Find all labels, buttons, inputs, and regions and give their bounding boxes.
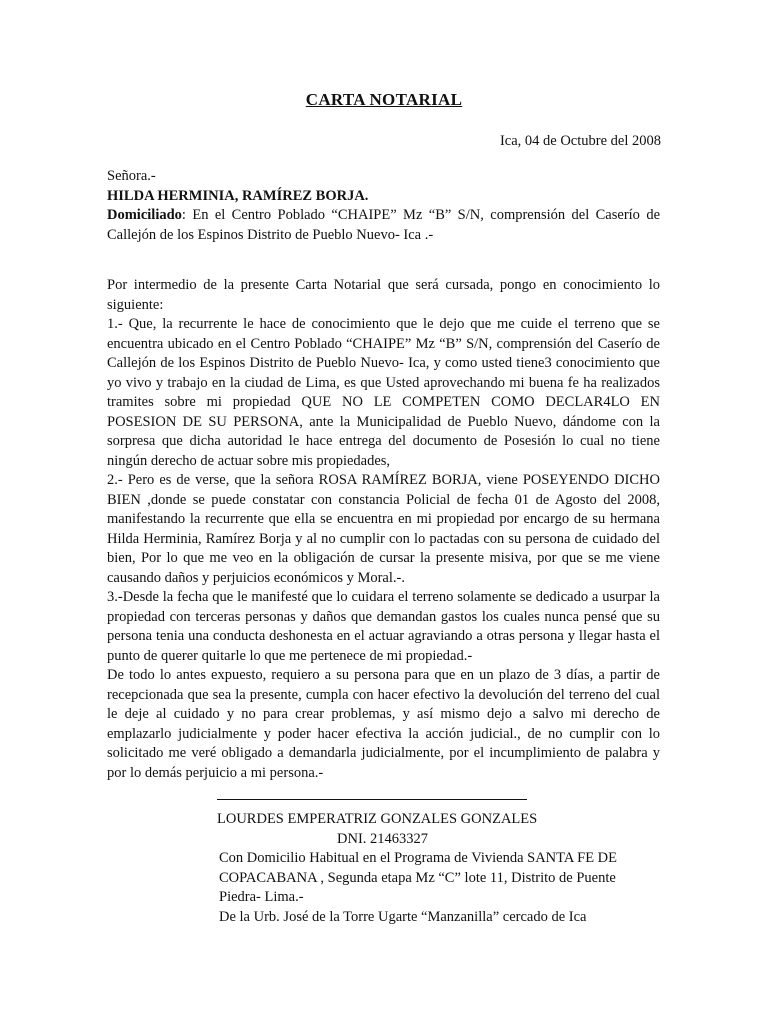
addressee-block: [107, 167, 660, 245]
intro-paragraph: Por intermedio de la presente Carta Notarial que será cursada, pongo en conocimiento lo siguiente:: [107, 277, 660, 313]
signatory-address: Con Domicilio Habitual en el Programa de Vivienda SANTA FE DE COPACABANA , Segunda etapa Mz “C” lote 11, Distrito de Puente Piedra- Lima.-: [219, 850, 617, 905]
point-1-paragraph: 1.- Que, la recurrente le hace de conocimiento que le dejo que me cuide el terreno que se encuentra ubicado en el Centro Poblado “CHAIPE” Mz “B” S/N, comprensión del Caserío de Callejón de los Espinos Distrito de Pueblo Nuevo- Ica, y como usted tiene3 conocimiento que yo vivo y trabajo en la ciudad de Lima, es que Usted aprovechando mi buena fe ha realizados tramites sobre mi propiedad QUE NO LE COMPETEN COMO DECLAR4LO EN POSESION DE SU PERSONA, ante la Municipalidad de Pueblo Nuevo, dándome con la sorpresa que dicha autoridad le hace entrega del documento de Posesión lo cual no tiene ningún derecho de actuar sobre mis propiedades,: [107, 316, 660, 469]
document-date: Ica, 04 de Octubre del 2008: [499, 133, 661, 149]
domicile-label: Domiciliado: [107, 207, 182, 223]
point-2-paragraph: 2.- Pero es de verse, que la señora ROSA RAMÍREZ BORJA, viene POSEYENDO DICHO BIEN ,donde se puede constatar con constancia Policial de fecha 01 de Agosto del 2008, manifestando la recurrente que ella se encuentra en mi propiedad por encargo de su hermana Hilda Herminia, Ramírez Borja y al no cumplir con lo pactadas con su persona de cuidado del bien, Por lo que me veo en la obligación de cursar la presente misiva, por que se me viene causando daños y perjuicios económicos y Moral.-.: [107, 472, 660, 586]
addressee-domicile: [107, 206, 660, 245]
domicile-text: : En el Centro Poblado “CHAIPE” Mz “B” S/N, comprensión del Caserío de Callejón de los Espinos Distrito de Pueblo Nuevo- Ica .-: [107, 207, 660, 243]
addressee-name: HILDA HERMINIA, RAMÍREZ BORJA.: [107, 187, 369, 204]
signature-line: [217, 799, 527, 800]
salutation: Señora.-: [107, 168, 156, 184]
signatory-dni: DNI. 21463327: [337, 830, 429, 847]
signature-block: [217, 810, 667, 927]
letter-body: [107, 276, 660, 783]
signatory-name: LOURDES EMPERATRIZ GONZALES GONZALES: [217, 811, 538, 827]
closing-paragraph: De todo lo antes expuesto, requiero a su persona para que en un plazo de 3 días, a partir de recepcionada que sea la presente, cumpla con hacer efectivo la devolución del terreno del cual le deje al cuidado y no para crear problemas, y así mismo dejo a salvo mi derecho de emplazarlo judicialmente y poder hacer efectiva la acción judicial., de no cumplir con lo solicitado me veré obligado a demandarla judicialmente, por el incumplimiento de palabra y por lo demás perjuicio a mi persona.-: [107, 667, 660, 781]
point-3-paragraph: 3.-Desde la fecha que le manifesté que lo cuidara el terreno solamente se dedicado a usurpar la propiedad con terceras personas y daños que demandan gastos los cuales nunca pensé que su persona tenia una conducta deshonesta en el actuar agraviando a otras persona y llegar hasta el punto de querer quitarle lo que me pertenece de mi propiedad.-: [107, 589, 660, 664]
document-title: CARTA NOTARIAL: [305, 90, 463, 109]
signatory-urbanization: De la Urb. José de la Torre Ugarte “Manzanilla” cercado de Ica: [219, 908, 587, 925]
